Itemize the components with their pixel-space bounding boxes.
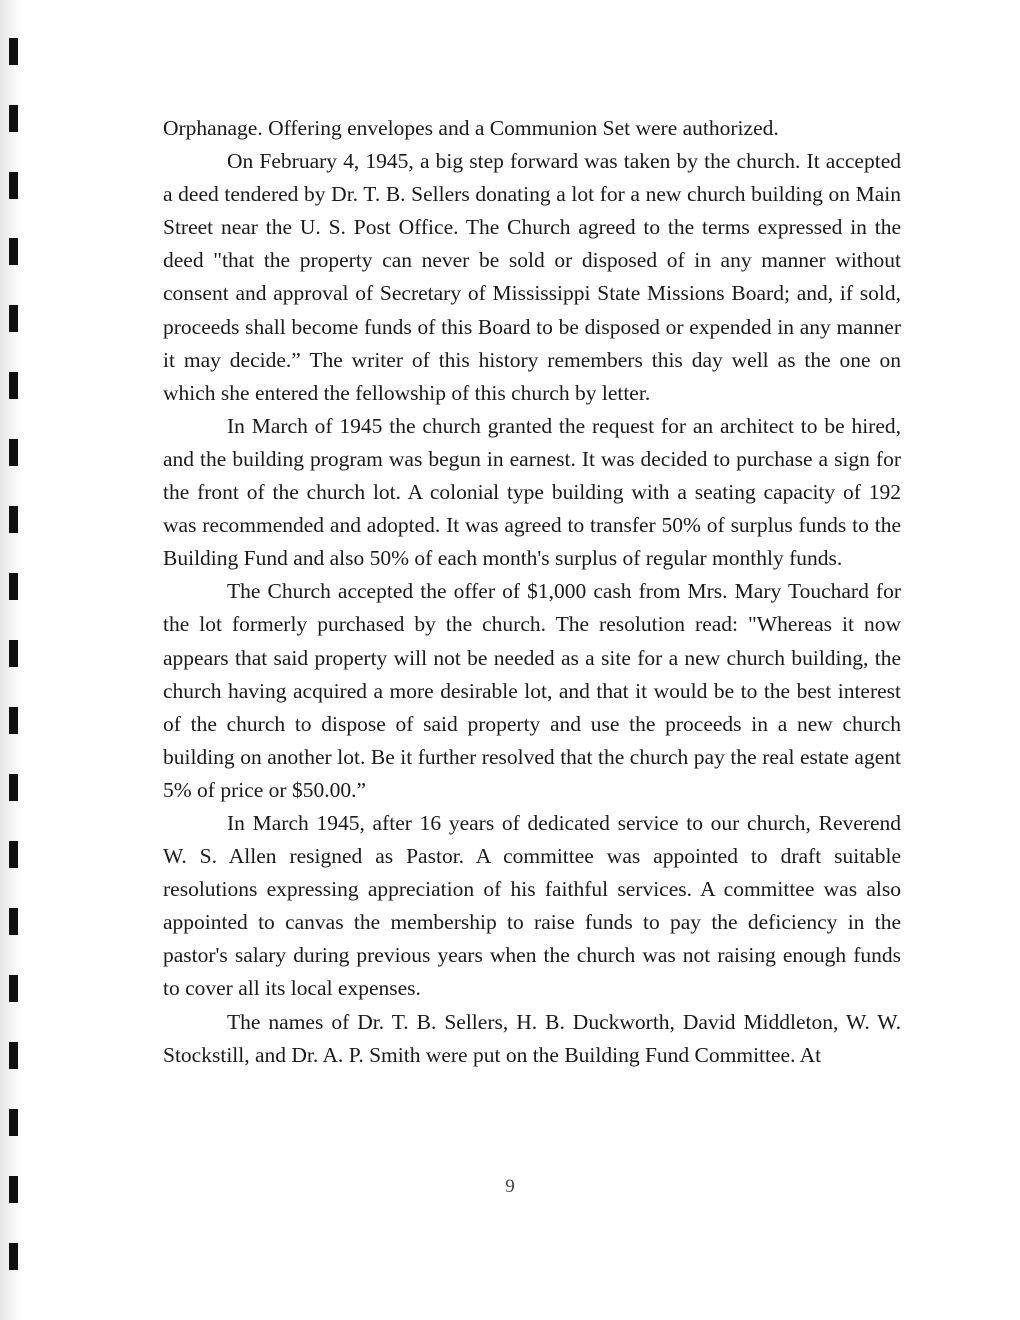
body-text <box>163 112 901 1072</box>
binding-hole <box>9 774 18 801</box>
paragraph: In March of 1945 the church granted the request for an architect to be hired, and the building program was begun in earnest. It was decided to purchase a sign for the front of the church lot. A colonial type building with a seating capacity of 192 was recommended and adopted. It was agreed to transfer 50% of surplus funds to the Building Fund and also 50% of each month's surplus of regular monthly funds. <box>163 413 901 571</box>
binding-hole <box>9 1243 18 1270</box>
paragraph: On February 4, 1945, a big step forward was taken by the church. It accepted a deed tendered by Dr. T. B. Sellers donating a lot for a new church building on Main Street near the U. S. Post Office. The Church agreed to the terms expressed in the deed "that the property can never be sold or disposed of in any manner without consent and approval of Secretary of Mississippi State Missions Board; and, if sold, proceeds shall become funds of this Board to be disposed or expended in any manner it may decide.” The writer of this history remembers this day well as the one on which she entered the fellowship of this church by letter. <box>163 149 901 405</box>
binding-hole <box>9 506 18 533</box>
binding-hole <box>9 975 18 1002</box>
binding-hole <box>9 707 18 734</box>
binding-hole <box>9 172 18 199</box>
binding-hole <box>9 1109 18 1136</box>
paragraph: In March 1945, after 16 years of dedicated service to our church, Reverend W. S. Allen resigned as Pastor. A committee was appointed to draft suitable resolutions expressing appreciation of his faithful services. A committee was also appointed to canvas the membership to raise funds to pay the deficiency in the pastor's salary during previous years when the church was not raising enough funds to cover all its local expenses. <box>163 810 901 1001</box>
binding-hole <box>9 439 18 466</box>
paragraph: Orphanage. Offering envelopes and a Communion Set were authorized. <box>163 116 779 140</box>
page-number: 9 <box>505 1176 515 1197</box>
binding-hole <box>9 372 18 399</box>
binding-hole <box>9 105 18 132</box>
paragraph: The names of Dr. T. B. Sellers, H. B. Duckworth, David Middleton, W. W. Stockstill, and Dr. A. P. Smith were put on the Building Fund Committee. At <box>163 1009 901 1067</box>
binding-hole <box>9 1042 18 1069</box>
binding-holes <box>9 0 23 1320</box>
binding-hole <box>9 573 18 600</box>
binding-hole <box>9 908 18 935</box>
binding-hole <box>9 238 18 265</box>
binding-hole <box>9 305 18 332</box>
binding-hole <box>9 38 18 65</box>
binding-hole <box>9 640 18 667</box>
paragraph: The Church accepted the offer of $1,000 cash from Mrs. Mary Touchard for the lot formerly purchased by the church. The resolution read: "Whereas it now appears that said property will not be needed as a site for a new church building, the church having acquired a more desirable lot, and that it would be to the best interest of the church to dispose of said property and use the proceeds in a new church building on another lot. Be it further resolved that the church pay the real estate agent 5% of price or $50.00.” <box>163 579 901 802</box>
binding-hole <box>9 841 18 868</box>
